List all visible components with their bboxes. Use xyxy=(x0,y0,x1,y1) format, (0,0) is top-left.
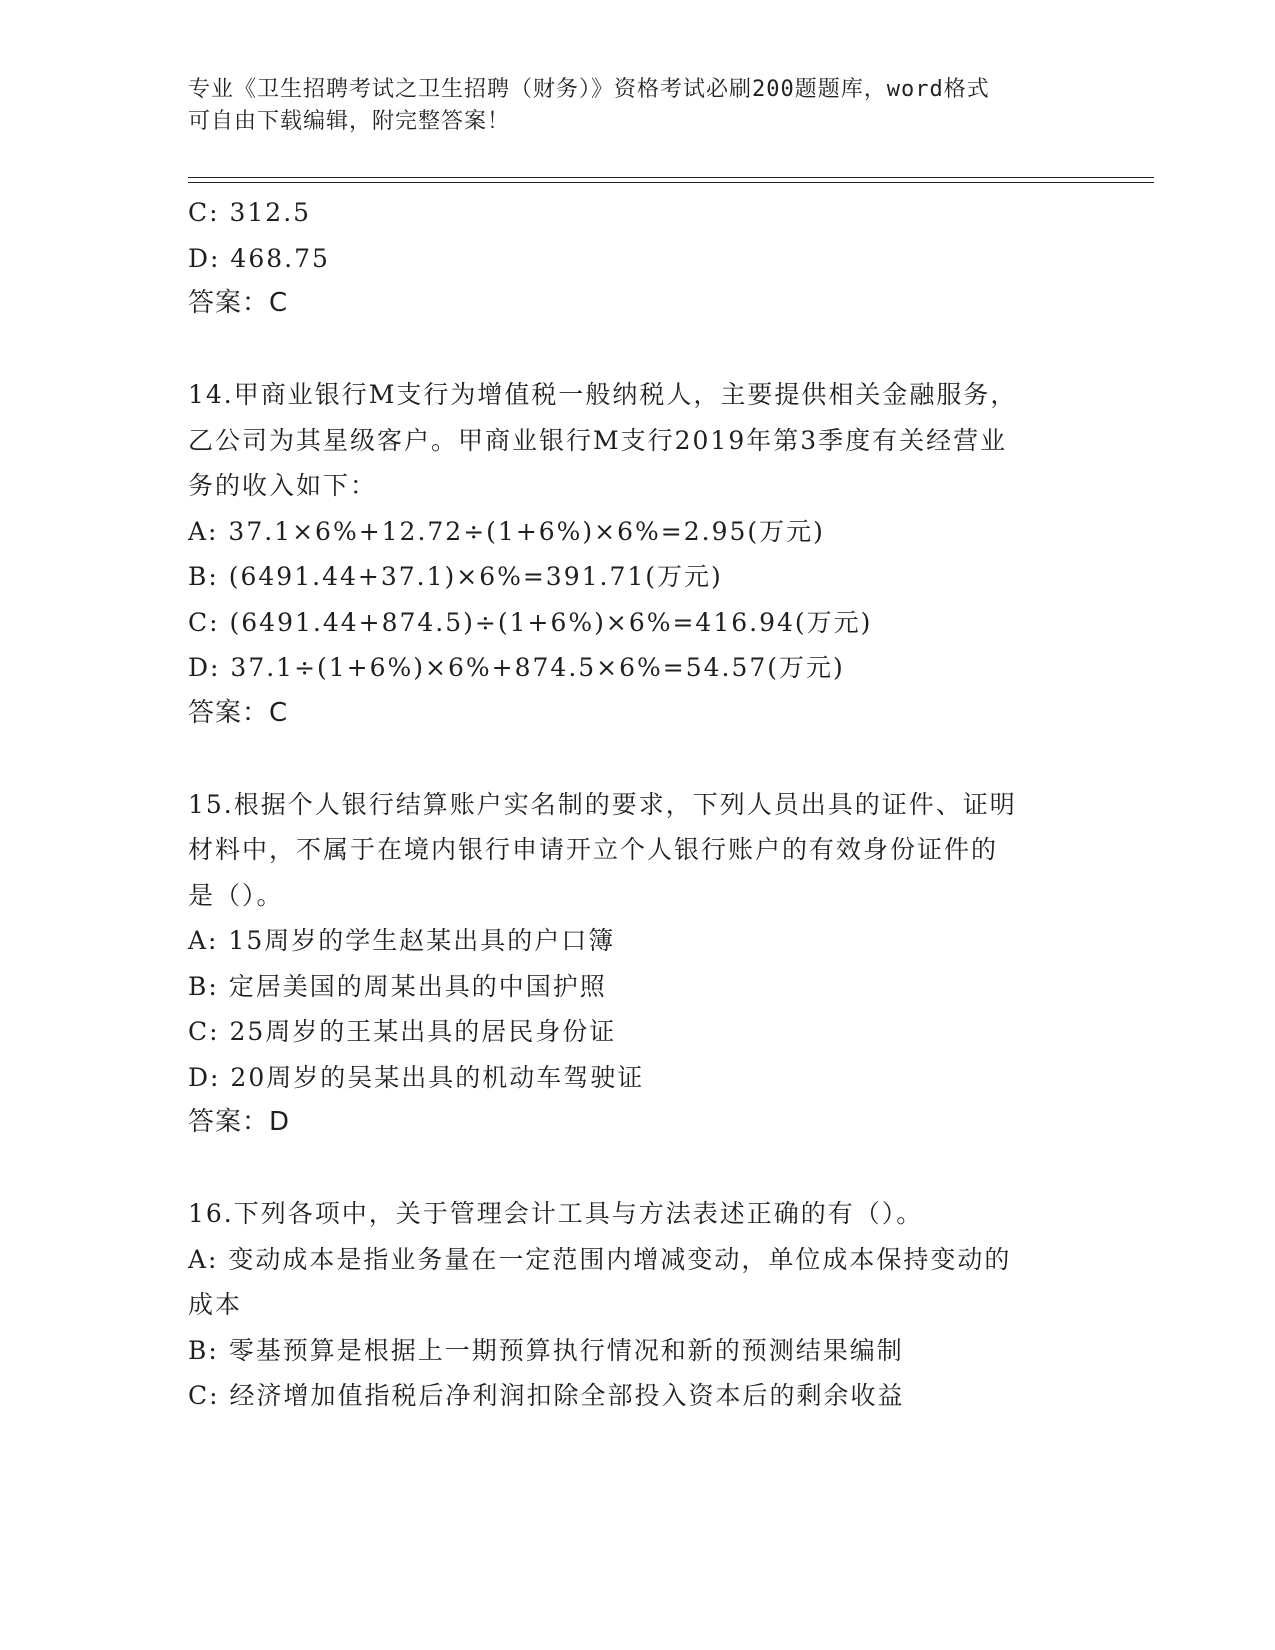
answer-line: 答案：C xyxy=(188,288,289,318)
question-15-option-a: A: 15周岁的学生赵某出具的户口簿 xyxy=(188,926,616,955)
question-15-option-c: C: 25周岁的王某出具的居民身份证 xyxy=(188,1017,617,1046)
question-15-stem-line-3: 是（）。 xyxy=(188,880,284,910)
spacer xyxy=(188,736,1088,782)
question-16-stem-line-1: 16.下列各项中，关于管理会计工具与方法表述正确的有（）。 xyxy=(188,1199,924,1228)
question-14-stem-line-3: 务的收入如下： xyxy=(188,471,378,500)
question-content xyxy=(188,190,1088,1419)
header-title-line-2: 可自由下载编辑，附完整答案！ xyxy=(188,109,511,134)
question-15-stem-line-1: 15.根据个人银行结算账户实名制的要求，下列人员出具的证件、证明 xyxy=(188,789,1017,819)
question-14-option-b: B: (6491.44+37.1)×6%=391.71(万元) xyxy=(188,562,723,591)
question-14-stem-line-2: 乙公司为其星级客户。甲商业银行M支行2019年第3季度有关经营业 xyxy=(188,425,1008,455)
question-14-option-c: C: (6491.44+874.5)÷(1+6%)×6%=416.94(万元) xyxy=(188,607,873,637)
header-divider xyxy=(188,177,1154,183)
spacer xyxy=(188,1146,1088,1192)
question-14-option-a: A: 37.1×6%+12.72÷(1+6%)×6%=2.95(万元) xyxy=(188,516,825,546)
question-15-stem-line-2: 材料中，不属于在境内银行申请开立个人银行账户的有效身份证件的 xyxy=(188,835,999,864)
question-14-stem-line-1: 14.甲商业银行M支行为增值税一般纳税人，主要提供相关金融服务， xyxy=(188,380,1018,409)
question-15-option-b: B: 定居美国的周某出具的中国护照 xyxy=(188,971,607,1001)
document-header xyxy=(188,74,1068,138)
question-16-option-b: B: 零基预算是根据上一期预算执行情况和新的预测结果编制 xyxy=(188,1335,904,1365)
question-15-answer: 答案：D xyxy=(188,1107,291,1137)
option-d: D: 468.75 xyxy=(188,243,330,273)
option-c: C: 312.5 xyxy=(188,198,312,227)
question-15-option-d: D: 20周岁的吴某出具的机动车驾驶证 xyxy=(188,1062,645,1092)
question-14-option-d: D: 37.1÷(1+6%)×6%+874.5×6%=54.57(万元) xyxy=(188,653,845,682)
question-16-option-a: A: 变动成本是指业务量在一定范围内增减变动，单位成本保持变动的 xyxy=(188,1244,1012,1274)
question-14-answer: 答案：C xyxy=(188,697,289,728)
spacer xyxy=(188,327,1088,373)
question-16-option-a-continued: 成本 xyxy=(188,1290,243,1319)
question-16-option-c: C: 经济增加值指税后净利润扣除全部投入资本后的剩余收益 xyxy=(188,1381,905,1410)
header-title-line-1: 专业《卫生招聘考试之卫生招聘（财务）》资格考试必刷200题题库，word格式 xyxy=(188,77,990,102)
